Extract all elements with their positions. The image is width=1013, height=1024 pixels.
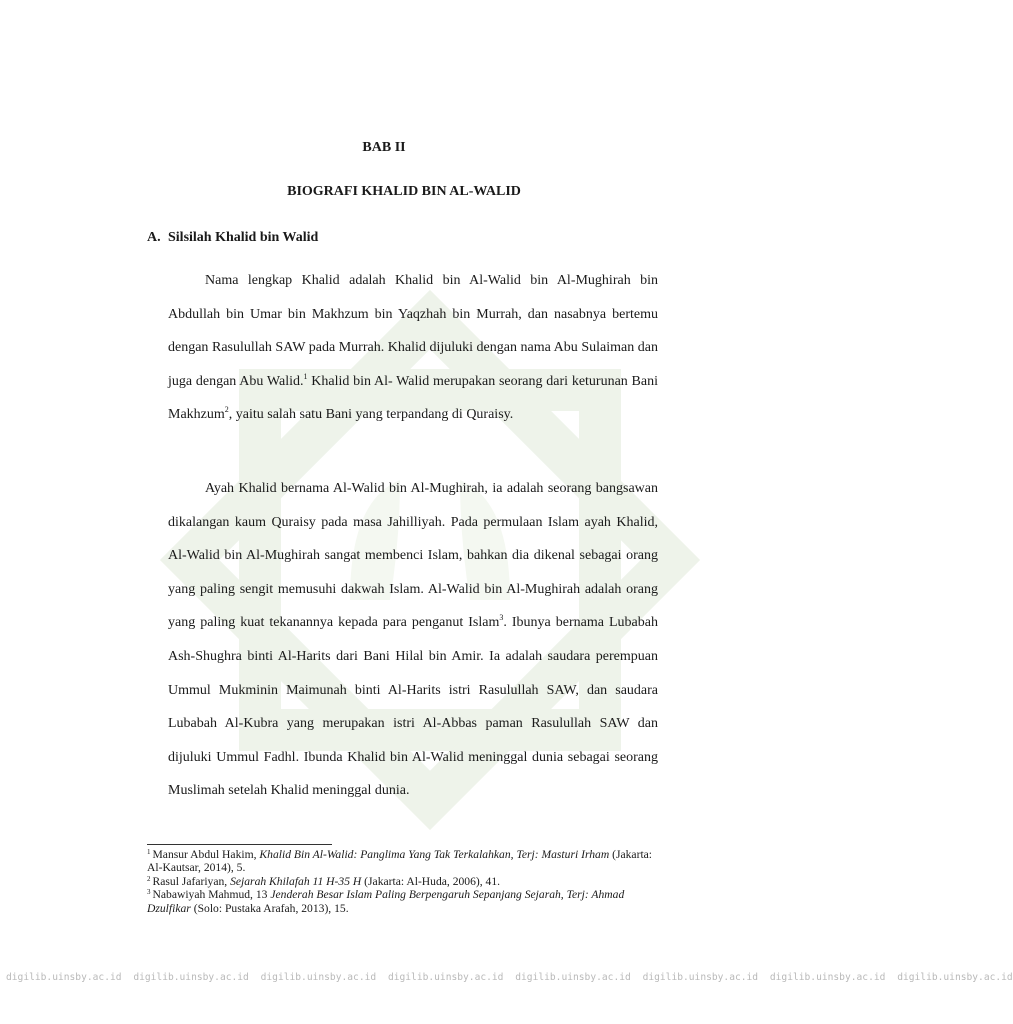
paragraph-1-text-a: Nama lengkap Khalid adalah Khalid bin Al-Walid bin Al-Mughirah bin Abdullah bin Umar bin Makhzum bin Yaqzhah bin Murrah, dan nasabnya bertemu dengan Rasulullah SAW pada Murrah. Khalid dijuluki dengan nama Abu Sulaiman dan juga dengan Abu Walid.: [168, 273, 658, 389]
footnote-publication: (Solo: Pustaka Arafah, 2013), 15.: [190, 901, 349, 915]
paragraph-2-text-b: . Ibunya bernama Lubabah Ash-Shughra binti Al-Harits dari Bani Hilal bin Amir. Ia adalah saudara perempuan Ummul Mukminin Maimunah binti Al-Harits istri Rasulullah SAW, dan saudara Lubabah Al-Kubra yang merupakan istri Al-Abbas paman Rasulullah SAW dan dijuluki Ummul Fadhl. Ibunda Khalid bin Al-Walid meninggal dunia sebagai seorang Muslimah setelah Khalid meninggal dunia.: [168, 615, 658, 799]
chapter-title: BIOGRAFI KHALID BIN AL-WALID: [287, 184, 521, 199]
footnote-3: [147, 888, 667, 915]
paragraph-2-text-a: Ayah Khalid bernama Al-Walid bin Al-Mughirah, ia adalah seorang bangsawan dikalangan kaum Quraisy pada masa Jahilliyah. Pada permulaan Islam ayah Khalid, Al-Walid bin Al-Mughirah sangat membenci Islam, bahkan dia dikenal sebagai orang yang paling sengit memusuhi dakwah Islam. Al-Walid bin Al-Mughirah adalah orang yang paling kuat tekanannya kepada para penganut Islam: [168, 481, 658, 631]
footnote-ref-3: 3: [499, 613, 504, 623]
footnotes: [147, 848, 667, 915]
footer-link[interactable]: digilib.uinsby.ac.id: [133, 972, 249, 983]
footnote-publication: (Jakarta: Al-Kautsar, 2014), 5.: [147, 848, 653, 875]
footnote-title: Sejarah Khilafah 11 H-35 H: [230, 874, 362, 888]
footnote-author: Nabawiyah Mahmud, 13: [152, 888, 271, 902]
footnote-author: Mansur Abdul Hakim,: [152, 848, 260, 861]
footer-link[interactable]: digilib.uinsby.ac.id: [260, 972, 377, 983]
footnote-2: [147, 875, 667, 888]
footer-link[interactable]: digilib.uinsby.ac.id: [642, 972, 759, 983]
footer-link[interactable]: digilib.uinsby.ac.id: [515, 972, 631, 983]
footnote-number: 1: [147, 848, 151, 856]
footnote-title: Khalid Bin Al-Walid: Panglima Yang Tak Terkalahkan, Terj: Masturi Irham: [259, 848, 610, 861]
footnote-ref-1: 1: [303, 371, 308, 381]
footnote-publication: (Jakarta: Al-Huda, 2006), 41.: [361, 874, 501, 888]
footnote-1: [147, 848, 667, 875]
footer-link[interactable]: digilib.uinsby.ac.id: [387, 972, 504, 983]
footnote-number: 3: [147, 888, 151, 897]
footer-link[interactable]: digilib.uinsby.ac.id: [769, 972, 886, 983]
paragraph-1-text-b: Khalid bin Al- Walid merupakan seorang dari keturunan Bani Makhzum: [168, 373, 659, 423]
footnote-author: Rasul Jafariyan,: [152, 874, 231, 888]
paragraph-2: [168, 472, 658, 808]
section-heading: [147, 230, 318, 246]
footnote-ref-2: 2: [224, 405, 229, 415]
footnote-number: 2: [147, 874, 151, 883]
footer-link[interactable]: digilib.uinsby.ac.id: [897, 972, 1013, 983]
section-title: Silsilah Khalid bin Walid: [168, 230, 319, 245]
paragraph-1: [168, 264, 658, 432]
section-letter: A.: [147, 230, 161, 245]
chapter-heading: BAB II: [362, 140, 406, 155]
repository-footer: [0, 972, 1013, 1002]
footnote-title: Jenderah Besar Islam Paling Berpengaruh Sepanjang Sejarah, Terj: Ahmad Dzulfikar: [147, 888, 625, 915]
paragraph-1-text-c: , yaitu salah satu Bani yang terpandang di Quraisy.: [228, 407, 514, 423]
footnote-divider: [147, 844, 332, 845]
footer-link[interactable]: digilib.uinsby.ac.id: [6, 972, 122, 983]
